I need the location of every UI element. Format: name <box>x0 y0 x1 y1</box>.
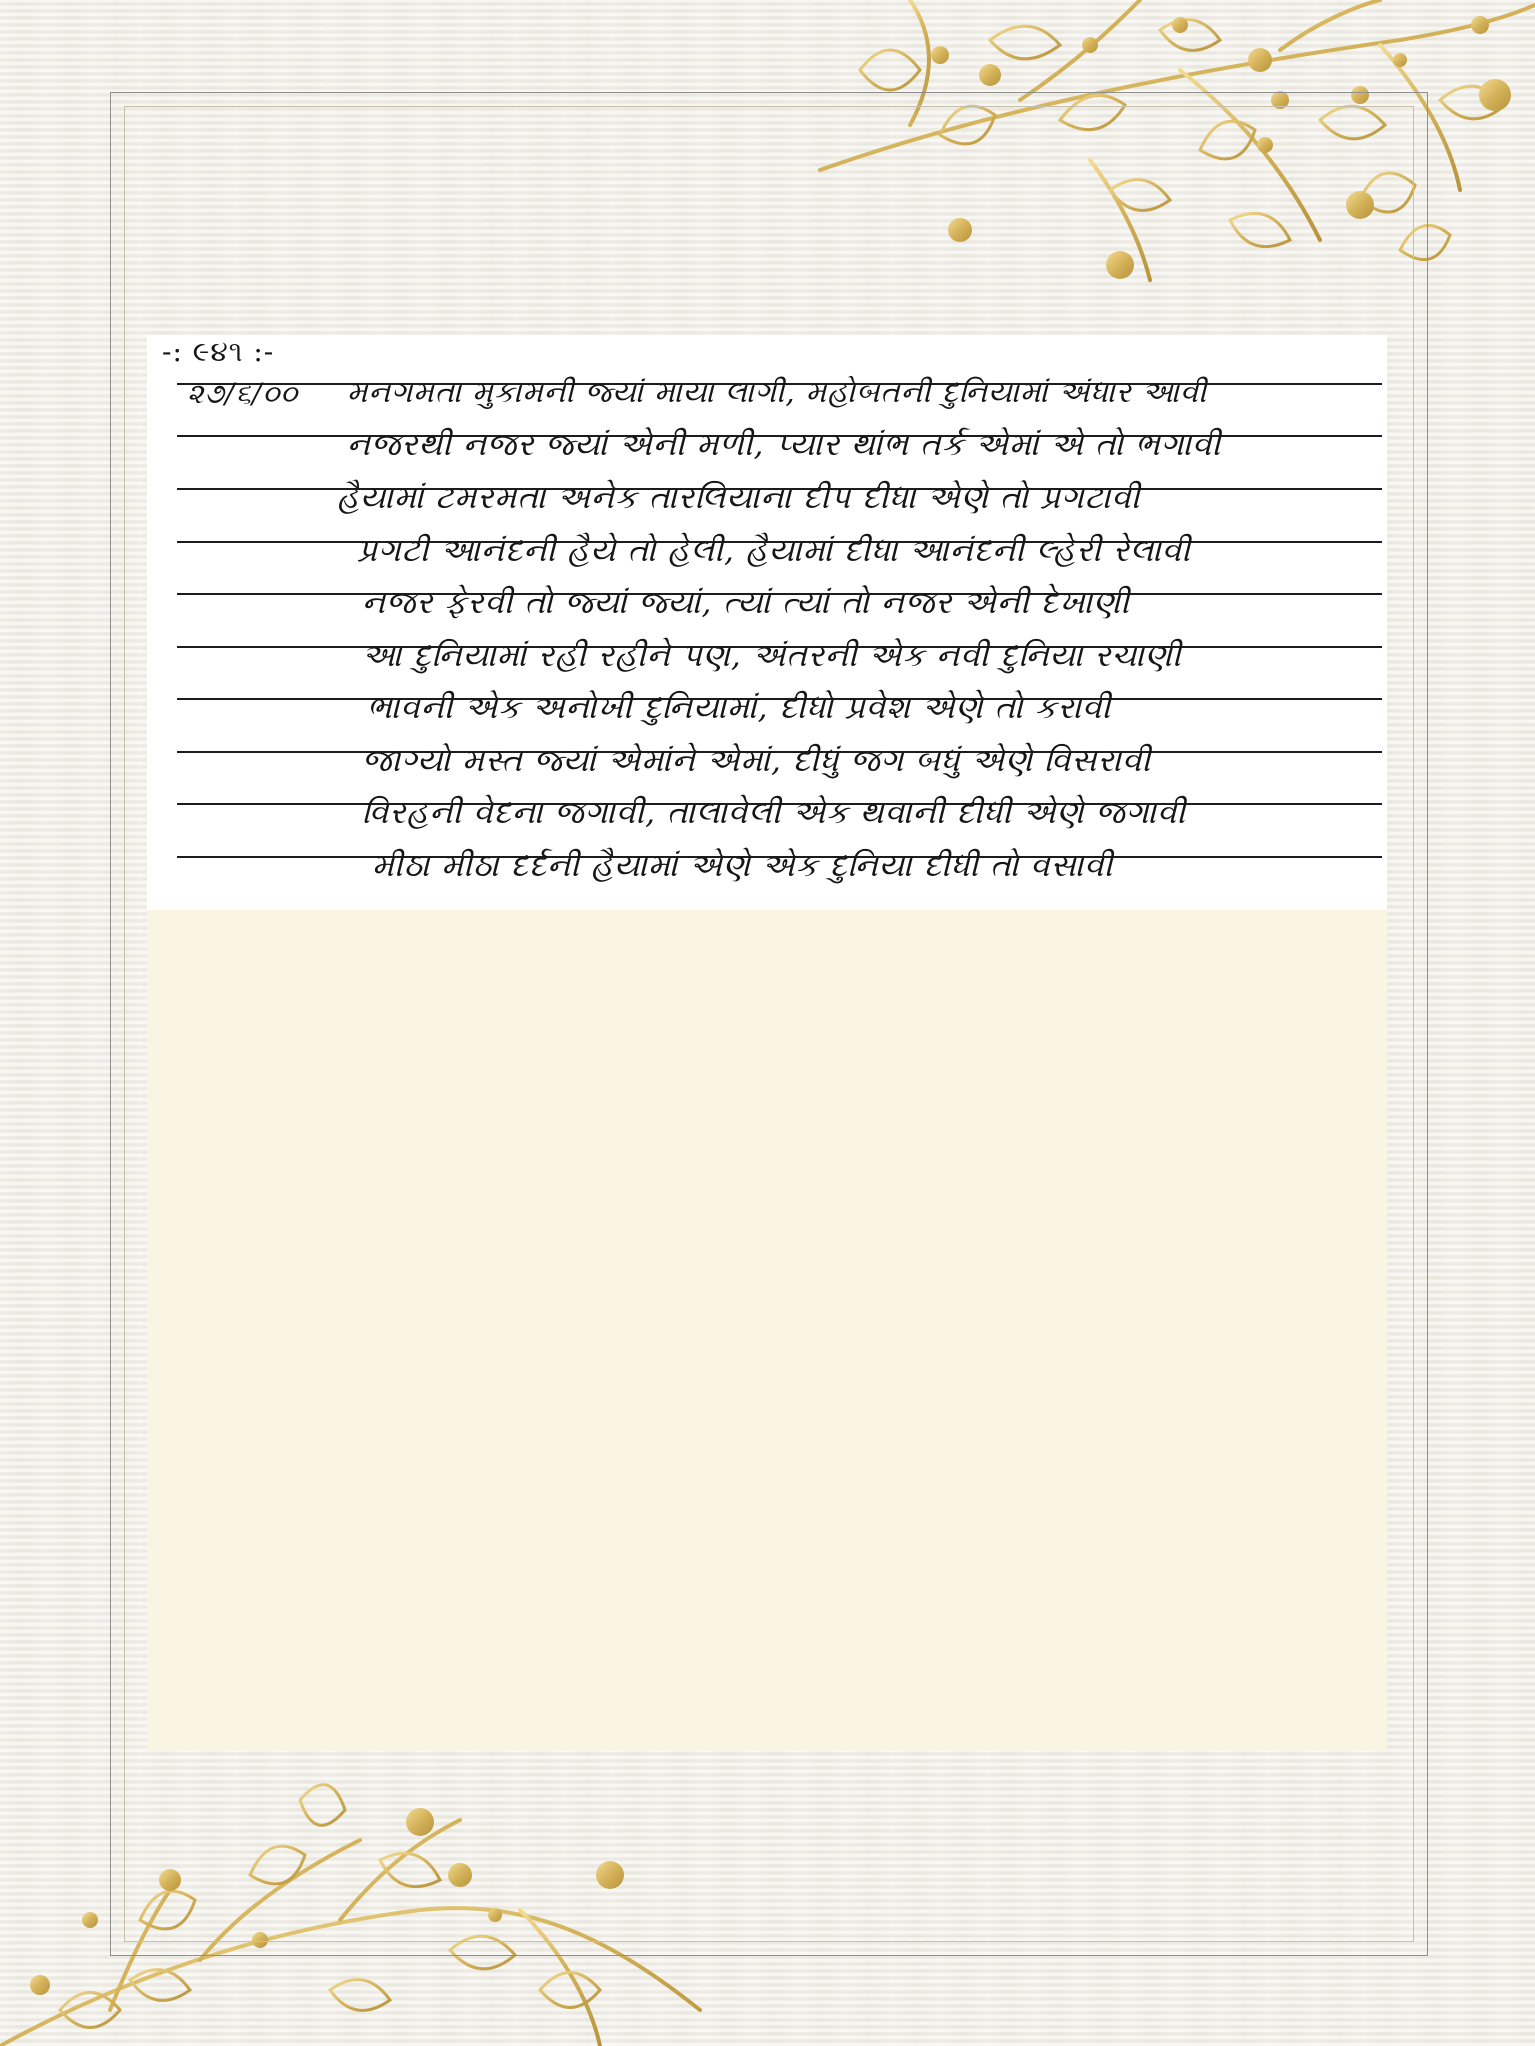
poem-line-6: આ દુનિયામાં રહી રહીને પણ, અંતરની એક નવી દુનિયા રચાણી <box>362 638 1182 674</box>
blank-writing-area <box>147 910 1387 1750</box>
poem-line-1: મનગમતા મુકામની જ્યાં માયા લાગી, મહોબતની દુનિયામાં અંધાર આવી <box>347 375 1208 409</box>
poem-date: ૨૭/૬/૦૦ <box>187 377 299 410</box>
poem-line-2: નજરથી નજર જ્યાં એની મળી, પ્યાર થાંભ તર્ક એમાં એ તો ભગાવી <box>347 427 1222 463</box>
poem-line-9: વિરહની વેદના જગાવી, તાલાવેલી એક થવાની દીધી એણે જગાવી <box>362 795 1187 831</box>
poem-line-4: પ્રગટી આનંદની હૈયે તો હેલી, હૈયામાં દીધા આનંદની લ્હેરી રેલાવી <box>357 533 1192 569</box>
poem-line-5: નજર ફેરવી તો જ્યાં જ્યાં, ત્યાં ત્યાં તો નજર એની દેખાણી <box>362 585 1131 621</box>
handwritten-poem-sheet <box>147 335 1387 910</box>
poem-header: -: ૯૪૧ :- <box>162 335 275 368</box>
poem-line-7: ભાવની એક અનોખી દુનિયામાં, દીધો પ્રવેશ એણે તો કરાવી <box>367 690 1112 726</box>
poem-line-8: જાગ્યો મસ્ત જ્યાં એમાંને એમાં, દીધું જગ બધું એણે વિસરાવી <box>362 743 1152 779</box>
poem-line-10: મીઠા મીઠા દર્દની હૈયામાં એણે એક દુનિયા દીધી તો વસાવી <box>372 848 1114 884</box>
poem-line-3: હૈયામાં ટમરમતા અનેક તારલિયાના દીપ દીધા એણે તો પ્રગટાવી <box>337 480 1141 516</box>
